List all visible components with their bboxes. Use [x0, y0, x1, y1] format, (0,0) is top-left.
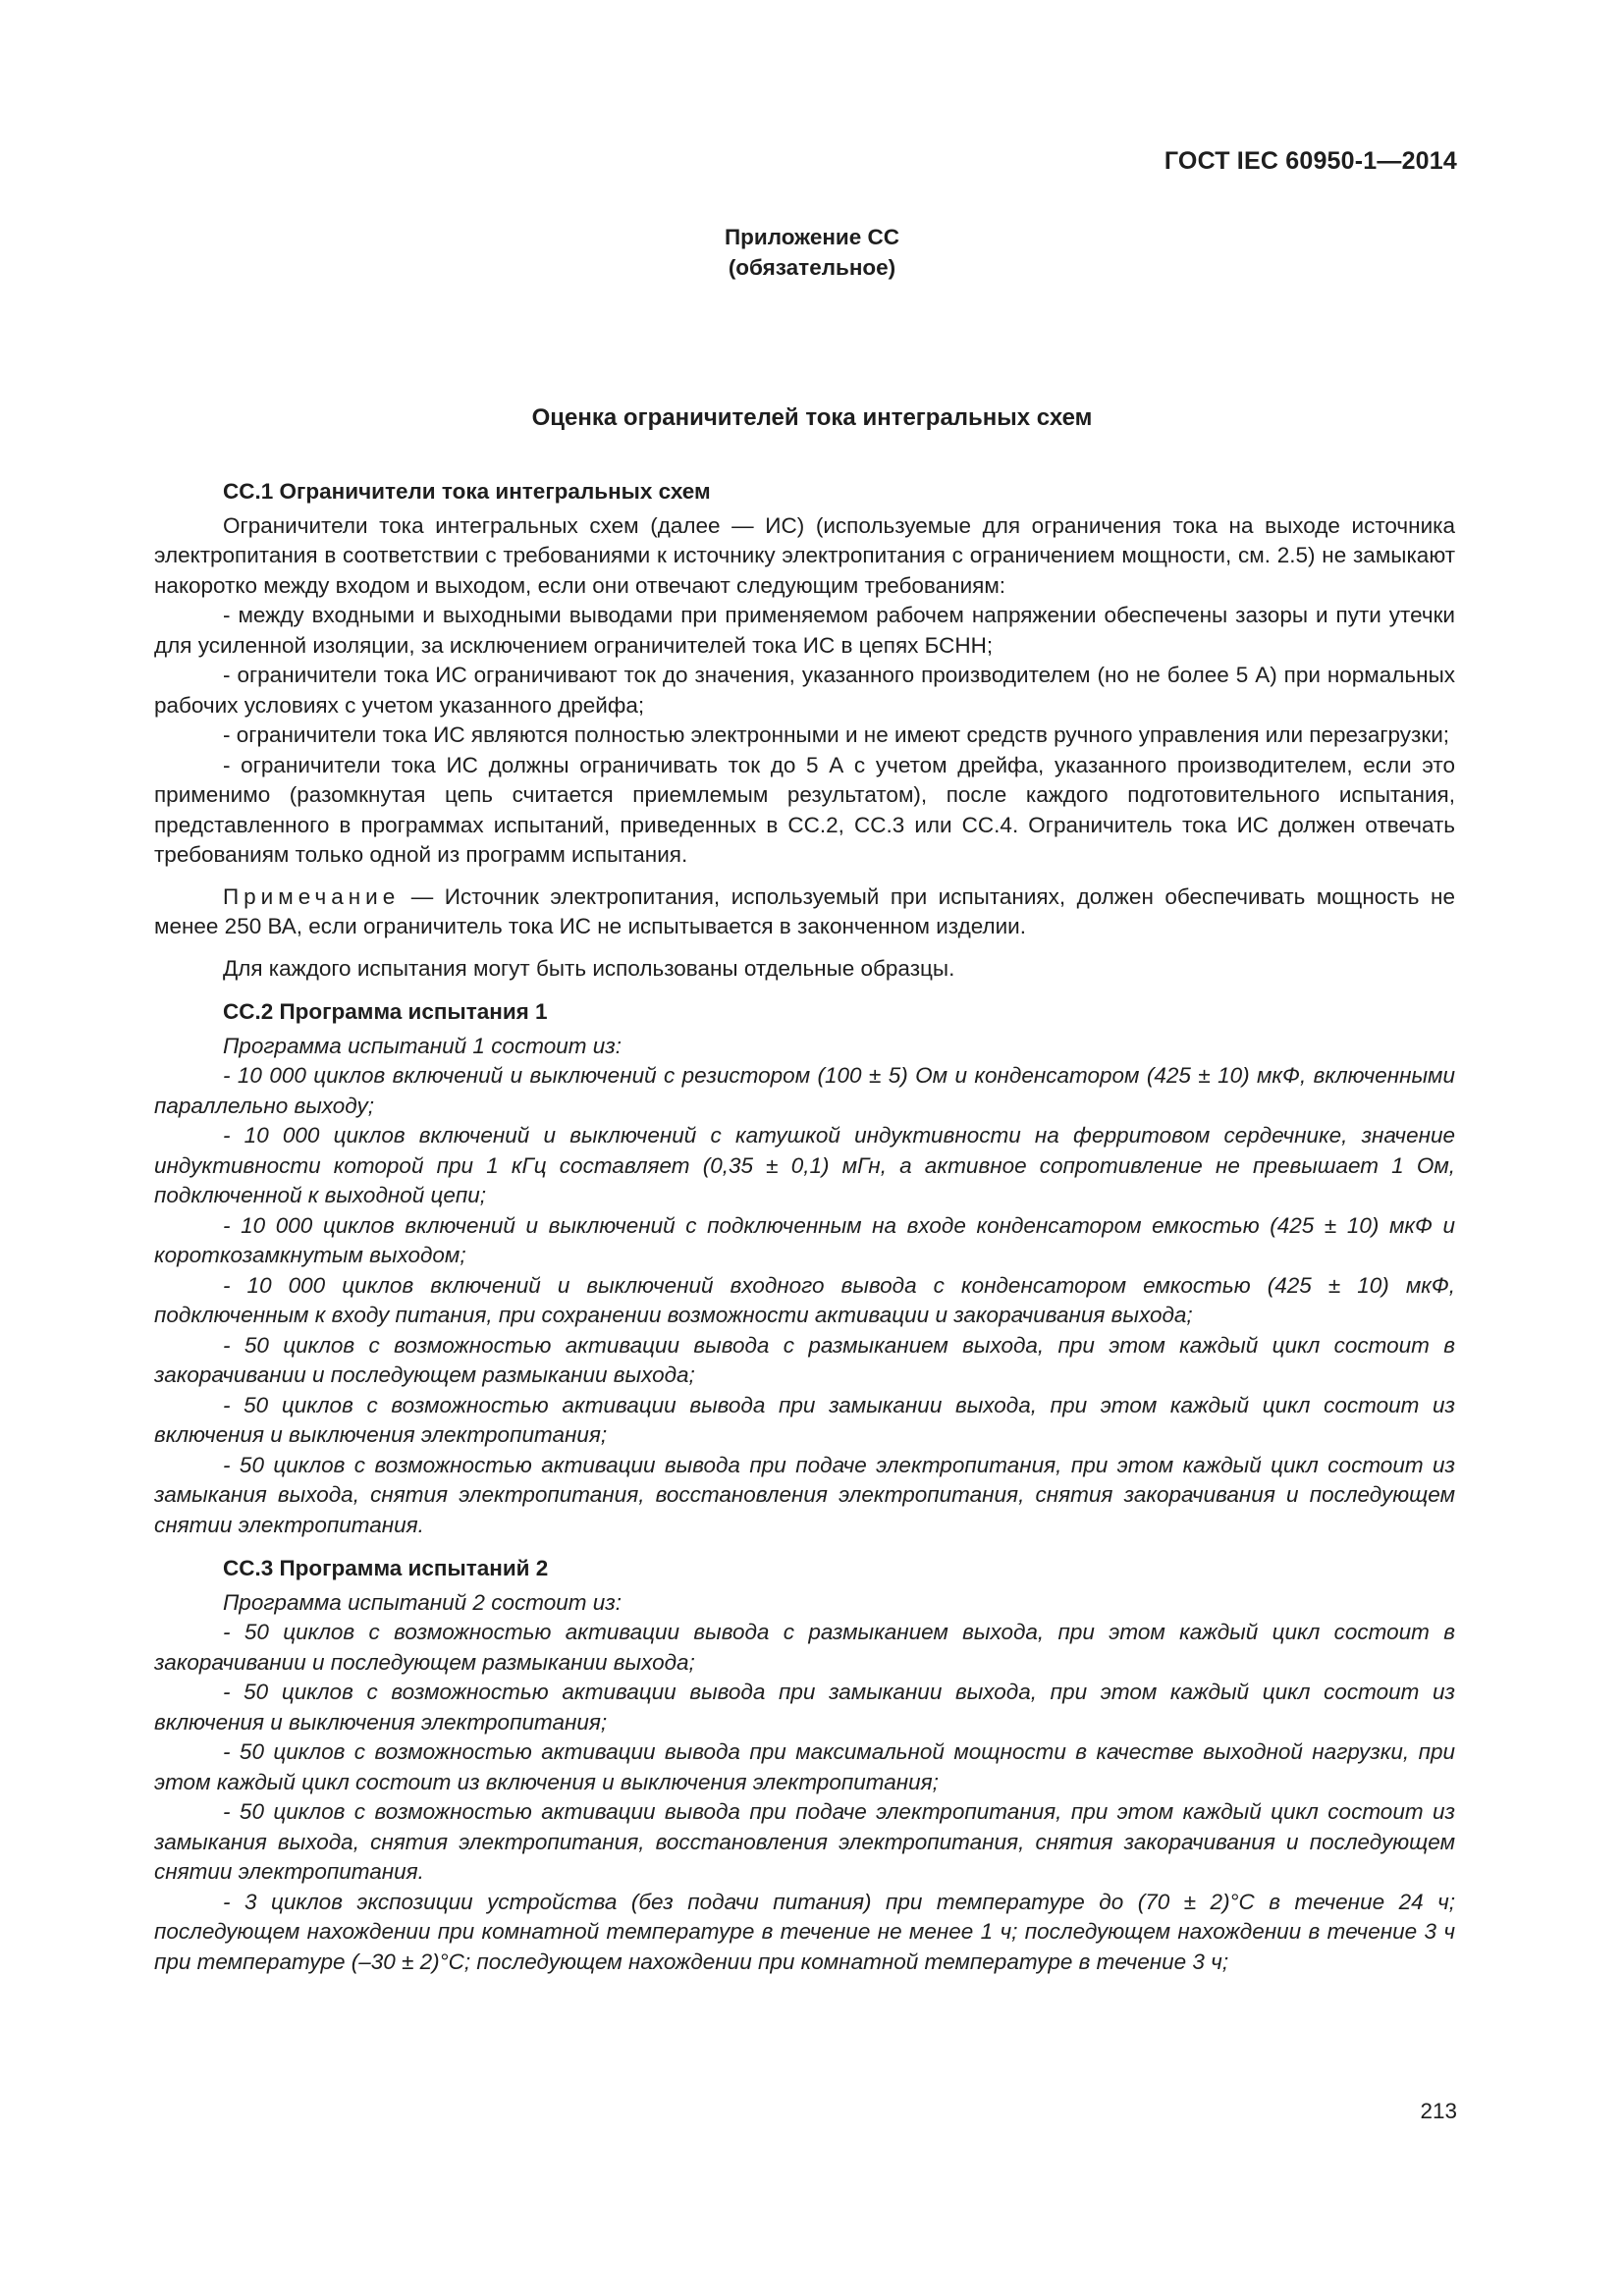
page-number: 213: [1420, 2099, 1457, 2123]
annex-title: Приложение СС: [724, 225, 900, 249]
list-item: - 10 000 циклов включений и выключений с резистором (100 ± 5) Ом и конденсатором (425 ± 10) мкФ, включенными параллельно выходу;: [154, 1063, 1455, 1118]
section-heading-cc3: СС.3 Программа испытаний 2: [223, 1556, 549, 1580]
list-item: - 10 000 циклов включений и выключений с катушкой индуктивности на ферритовом сердечнике, значение индуктивности которой при 1 кГц составляет (0,35 ± 0,1) мГн, а активное сопротивление не превышает 1 Ом, подключенной к выходной цепи;: [154, 1123, 1455, 1207]
section-heading-cc2: СС.2 Программа испытания 1: [223, 999, 548, 1024]
note-paragraph: [154, 882, 1455, 942]
list-item: - 50 циклов с возможностью активации вывода при замыкании выхода, при этом каждый цикл состоит из включения и выключения электропитания;: [154, 1680, 1455, 1735]
list-item: - 50 циклов с возможностью активации вывода при подаче электропитания, при этом каждый цикл состоит из замыкания выхода, снятия электропитания, восстановления электропитания, снятия закорачивания и последующем снятии электропитания.: [154, 1452, 1455, 1537]
section-heading-cc1: СС.1 Ограничители тока интегральных схем: [223, 479, 711, 504]
paragraph-samples: Для каждого испытания могут быть использованы отдельные образцы.: [223, 955, 955, 981]
list-item: - 10 000 циклов включений и выключений с подключенным на входе конденсатором емкостью (425 ± 10) мкФ и короткозамкнутым выходом;: [154, 1212, 1455, 1267]
annex-heading: [0, 222, 1624, 283]
note-label: Примечание: [223, 883, 401, 909]
paragraph-cc2-intro: Программа испытаний 1 состоит из:: [223, 1033, 622, 1058]
list-item: - 50 циклов с возможностью активации вывода с размыканием выхода, при этом каждый цикл состоит в закорачивании и последующем размыкании выхода;: [154, 1332, 1455, 1387]
list-item: - между входными и выходными выводами при применяемом рабочем напряжении обеспечены зазоры и пути утечки для усиленной изоляции, за исключением ограничителей тока ИС в цепях БСНН;: [154, 603, 1455, 658]
paragraph-cc3-intro: Программа испытаний 2 состоит из:: [223, 1589, 622, 1615]
document-title: Оценка ограничителей тока интегральных схем: [531, 404, 1093, 431]
list-item: - 50 циклов с возможностью активации вывода при подаче электропитания, при этом каждый цикл состоит из замыкания выхода, снятия электропитания, восстановления электропитания, снятия закорачивания и последующем снятии электропитания.: [154, 1799, 1455, 1884]
list-item: - ограничители тока ИС ограничивают ток до значения, указанного производителем (но не более 5 А) при нормальных рабочих условиях с учетом указанного дрейфа;: [154, 663, 1455, 718]
list-item: - ограничители тока ИС должны ограничивать ток до 5 А с учетом дрейфа, указанного производителем, если это применимо (разомкнутая цепь считается приемлемым результатом), после каждого подготовительного испытания, представленного в программах испытаний, приведенных в СС.2, СС.3 или СС.4. Ограничитель тока ИС должен отвечать требованиям только одной из программ испытания.: [154, 752, 1455, 867]
list-item: - ограничители тока ИС являются полностью электронными и не имеют средств ручного управления или перезагрузки;: [223, 722, 1450, 747]
annex-status: (обязательное): [728, 255, 896, 280]
note-text: — Источник электропитания, используемый при испытаниях, должен обеспечивать мощность не менее 250 ВА, если ограничитель тока ИС не испытывается в законченном изделии.: [154, 883, 1455, 938]
list-item: - 3 циклов экспозиции устройства (без подачи питания) при температуре до (70 ± 2)°С в течение 24 ч; последующем нахождении при комнатной температуре в течение не менее 1 ч; последующем нахождении в течение 3 ч при температуре (–30 ± 2)°С; последующем нахождении при комнатной температуре в течение 3 ч;: [154, 1889, 1455, 1974]
document-body: [154, 477, 1455, 1977]
paragraph-cc1-intro: Ограничители тока интегральных схем (далее — ИС) (используемые для ограничения тока на выходе источника электропитания в соответствии с требованиями к источнику электропитания с ограничением мощности, см. 2.5) не замыкают накоротко между входом и выходом, если они отвечают следующим требованиям:: [154, 512, 1455, 598]
list-item: - 50 циклов с возможностью активации вывода при замыкании выхода, при этом каждый цикл состоит из включения и выключения электропитания;: [154, 1392, 1455, 1447]
list-item: - 10 000 циклов включений и выключений входного вывода с конденсатором емкостью (425 ± 10) мкФ, подключенным к входу питания, при сохранении возможности активации и закорачивания выхода;: [154, 1272, 1455, 1327]
document-code: ГОСТ IEC 60950-1—2014: [1164, 147, 1457, 175]
list-item: - 50 циклов с возможностью активации вывода с размыканием выхода, при этом каждый цикл состоит в закорачивании и последующем размыкании выхода;: [154, 1620, 1455, 1675]
list-item: - 50 циклов с возможностью активации вывода при максимальной мощности в качестве выходной нагрузки, при этом каждый цикл состоит из включения и выключения электропитания;: [154, 1739, 1455, 1794]
